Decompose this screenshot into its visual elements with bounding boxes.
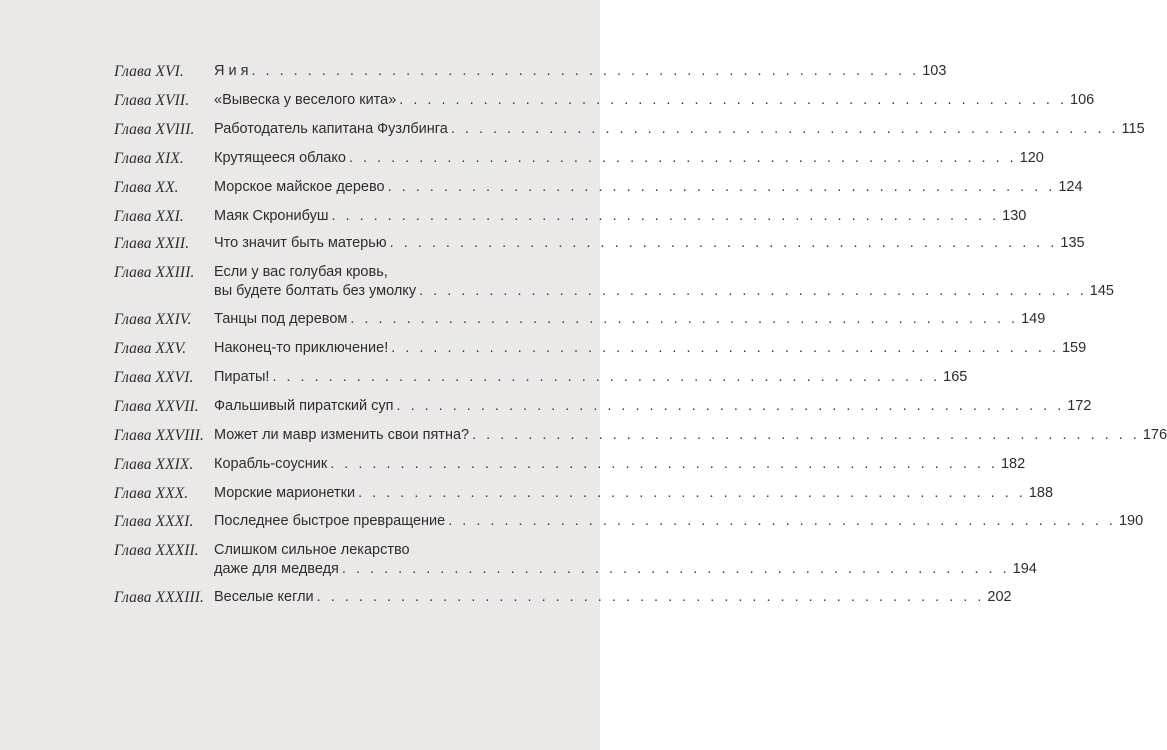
chapter-title: Маяк Скронибуш (214, 208, 329, 224)
page-number: 182 (1000, 456, 1026, 472)
dot-leader: . . . . . . . . . . . . . . . . . . . . . . . . . . . . . . . . . . . . . . . . . . . . . . . . (350, 311, 1019, 327)
toc-line (214, 311, 1046, 331)
chapter-label: Глава XXIII. (114, 264, 195, 281)
chapter-title: Последнее быстрое превращение (214, 513, 446, 529)
toc-line (214, 398, 1092, 418)
toc-line (214, 340, 1087, 360)
chapter-title: Фальшивый пиратский суп (214, 398, 394, 414)
toc-line (214, 92, 1095, 112)
dot-leader: . . . . . . . . . . . . . . . . . . . . . . . . . . . . . . . . . . . . . . . . . . . . . . . . (358, 485, 1026, 501)
dot-leader: . . . . . . . . . . . . . . . . . . . . . . . . . . . . . . . . . . . . . . . . . . . . . . . . (472, 427, 1140, 443)
chapter-label: Глава XXIV. (114, 311, 192, 328)
toc-line (214, 208, 1027, 228)
chapter-title: даже для медведя (214, 561, 339, 577)
dot-leader: . . . . . . . . . . . . . . . . . . . . . . . . . . . . . . . . . . . . . . . . . . . . . . . . (330, 456, 998, 472)
page-number: 149 (1021, 311, 1046, 327)
chapter-title: Наконец-то приключение! (214, 340, 389, 356)
toc-line (214, 150, 1044, 170)
page-number: 103 (922, 63, 947, 79)
chapter-label: Глава XXX. (114, 485, 189, 502)
chapter-title: Веселые кегли (214, 589, 314, 605)
dot-leader: . . . . . . . . . . . . . . . . . . . . . . . . . . . . . . . . . . . . . . . . . . . . . . . . (389, 235, 1058, 251)
dot-leader: . . . . . . . . . . . . . . . . . . . . . . . . . . . . . . . . . . . . . . . . . . . . . . . . (387, 179, 1056, 195)
page-number: 135 (1060, 235, 1085, 251)
chapter-label: Глава XXXII. (114, 542, 199, 559)
toc-line (214, 179, 1083, 199)
chapter-title-line1: Если у вас голубая кровь, (214, 264, 388, 280)
dot-leader: . . . . . . . . . . . . . . . . . . . . . . . . . . . . . . . . . . . . . . . . . . . . . . . . (448, 513, 1116, 529)
chapter-label: Глава XXI. (114, 208, 184, 225)
chapter-title-line1: Слишком сильное лекарство (214, 542, 410, 558)
dot-leader: . . . . . . . . . . . . . . . . . . . . . . . . . . . . . . . . . . . . . . . . . . . . . . . . (399, 92, 1068, 108)
page-number: 130 (1002, 208, 1027, 224)
page-number: 194 (1012, 561, 1037, 577)
page-number: 172 (1067, 398, 1092, 414)
chapter-label: Глава XXVIII. (114, 427, 205, 444)
chapter-label: Глава XVII. (114, 92, 190, 109)
dot-leader: . . . . . . . . . . . . . . . . . . . . . . . . . . . . . . . . . . . . . . . . . . . . . . . . (331, 208, 1000, 224)
page-number: 202 (987, 589, 1012, 605)
page-number: 176 (1142, 427, 1167, 443)
chapter-label: Глава XXVII. (114, 398, 199, 415)
toc-line (214, 513, 1144, 533)
dot-leader: . . . . . . . . . . . . . . . . . . . . . . . . . . . . . . . . . . . . . . . . . . . . . . . . (316, 589, 985, 605)
chapter-label: Глава XXII. (114, 235, 190, 252)
toc-line (214, 561, 1037, 581)
chapter-label: Глава XVIII. (114, 121, 195, 138)
dot-leader: . . . . . . . . . . . . . . . . . . . . . . . . . . . . . . . . . . . . . . . . . . . . . . . . (391, 340, 1059, 356)
chapter-title: Крутящееся облако (214, 150, 346, 166)
toc-line (214, 427, 1167, 447)
chapter-label: Глава XXXIII. (114, 589, 205, 606)
chapter-label: Глава XXXI. (114, 513, 194, 530)
chapter-title: Танцы под деревом (214, 311, 348, 327)
chapter-title: Я и я (214, 63, 249, 79)
dot-leader: . . . . . . . . . . . . . . . . . . . . . . . . . . . . . . . . . . . . . . . . . . . . . . . . (341, 561, 1010, 577)
chapter-label: Глава XVI. (114, 63, 184, 80)
chapter-label: Глава XIX. (114, 150, 184, 167)
page-number: 124 (1058, 179, 1083, 195)
page-number: 165 (943, 369, 968, 385)
dot-leader: . . . . . . . . . . . . . . . . . . . . . . . . . . . . . . . . . . . . . . . . . . . . . . . . (348, 150, 1017, 166)
chapter-title: Морское майское дерево (214, 179, 385, 195)
chapter-title: Пираты! (214, 369, 270, 385)
dot-leader: . . . . . . . . . . . . . . . . . . . . . . . . . . . . . . . . . . . . . . . . . . . . . . . . (396, 398, 1065, 414)
chapter-title: Что значит быть матерью (214, 235, 387, 251)
page-number: 188 (1028, 485, 1054, 501)
chapter-label: Глава XXIX. (114, 456, 194, 473)
chapter-title: Работодатель капитана Фузлбинга (214, 121, 448, 137)
toc-line (214, 456, 1026, 476)
chapter-title: вы будете болтать без умолку (214, 283, 417, 299)
toc-line (214, 589, 1012, 609)
page-number: 120 (1019, 150, 1044, 166)
chapter-label: Глава XXV. (114, 340, 187, 357)
toc-line (214, 63, 947, 83)
chapter-label: Глава XXVI. (114, 369, 194, 386)
dot-leader: . . . . . . . . . . . . . . . . . . . . . . . . . . . . . . . . . . . . . . . . . . . . . . . . (450, 121, 1119, 137)
toc-line (214, 121, 1145, 141)
toc-line (214, 485, 1054, 505)
toc-line (214, 369, 968, 389)
chapter-title: «Вывеска у веселого кита» (214, 92, 397, 108)
dot-leader: . . . . . . . . . . . . . . . . . . . . . . . . . . . . . . . . . . . . . . . . . . . . . . . . (419, 283, 1087, 299)
toc-line (214, 283, 1114, 303)
chapter-title: Морские марионетки (214, 485, 356, 501)
page-number: 159 (1061, 340, 1087, 356)
chapter-label: Глава XX. (114, 179, 179, 196)
dot-leader: . . . . . . . . . . . . . . . . . . . . . . . . . . . . . . . . . . . . . . . . . . . . . . . . (251, 63, 920, 79)
page-number: 145 (1089, 283, 1114, 299)
chapter-title: Может ли мавр изменить свои пятна? (214, 427, 470, 443)
dot-leader: . . . . . . . . . . . . . . . . . . . . . . . . . . . . . . . . . . . . . . . . . . . . . . . . (272, 369, 941, 385)
toc-line (214, 235, 1085, 255)
chapter-title: Корабль-соусник (214, 456, 328, 472)
page-number: 190 (1118, 513, 1144, 529)
page-number: 106 (1070, 92, 1095, 108)
page-number: 115 (1121, 121, 1145, 137)
